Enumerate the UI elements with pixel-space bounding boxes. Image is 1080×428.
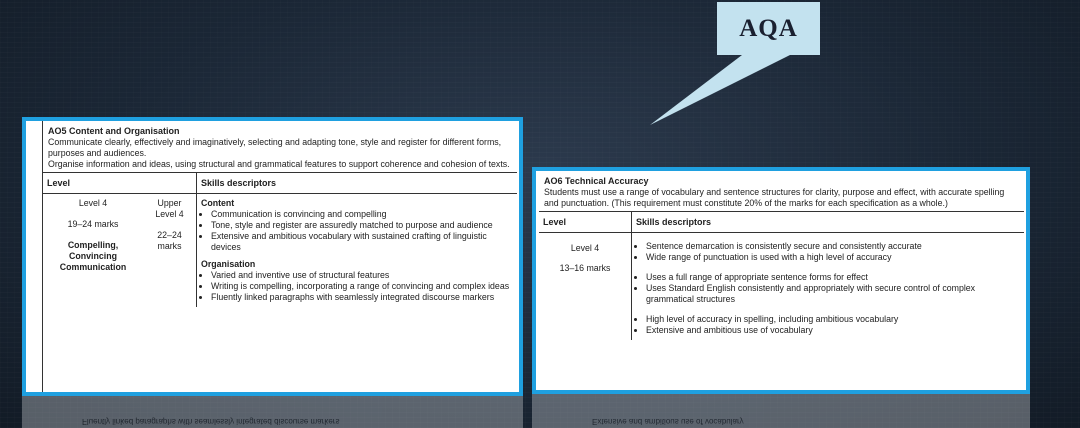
ao6-group-1 <box>636 241 1020 263</box>
list-item: • Writing is compelling, incorporating a range of convincing and complex ideas <box>211 281 513 292</box>
ao6-level: Level 4 <box>570 243 600 253</box>
ao6-marks: 13–16 marks <box>559 263 611 273</box>
list-item: • Tone, style and register are assuredly matched to purpose and audience <box>211 220 513 231</box>
ao5-band-cell <box>143 194 197 308</box>
ao6-description: Students must use a range of vocabulary and sentence structures for clarity, purpose and effect, with accurate spelling and punctuation. (This requirement must constitute 20% of the marks for each specification as a whole.) <box>544 187 1005 208</box>
ao5-content-title: Content <box>201 198 235 208</box>
ao6-group-2 <box>636 272 1020 305</box>
ao5-header <box>43 121 517 173</box>
ao5-band: Upper Level 4 <box>155 198 184 219</box>
ao6-level-cell <box>539 233 632 341</box>
ao5-organisation-title: Organisation <box>201 259 256 269</box>
ao5-skills-cell <box>197 194 518 308</box>
reflection-text: Fluently linked paragraphs with seamlessly integrated discourse markers <box>82 417 340 426</box>
ao5-level-name: Compelling, Convincing Communication <box>59 240 127 272</box>
ao6-skills-cell <box>632 233 1025 341</box>
ao5-title: AO5 Content and Organisation <box>48 126 180 136</box>
list-item: • High level of accuracy in spelling, including ambitious vocabulary <box>646 314 1020 325</box>
list-item: • Sentence demarcation is consistently secure and consistently accurate <box>646 241 1020 252</box>
reflection-text: Extensive and ambitious use of vocabulary <box>592 417 744 426</box>
list-item: • Wide range of punctuation is used with a high level of accuracy <box>646 252 1020 263</box>
ao5-col-level: Level <box>43 173 197 194</box>
ao5-organisation-list <box>201 270 513 303</box>
list-item: • Uses Standard English consistently and appropriately with secure control of complex grammatical structures <box>646 283 1020 305</box>
ao5-level-cell <box>43 194 143 308</box>
ao6-card <box>532 167 1030 394</box>
ao5-marks: 19–24 marks <box>67 219 119 229</box>
ao6-title: AO6 Technical Accuracy <box>544 176 649 186</box>
ao5-card <box>22 117 523 396</box>
ao6-table <box>539 212 1024 340</box>
ao5-table <box>43 173 517 307</box>
ao6-header <box>539 171 1024 212</box>
ao6-col-level: Level <box>539 212 632 233</box>
list-item: • Varied and inventive use of structural features <box>211 270 513 281</box>
ao5-level: Level 4 <box>78 198 108 208</box>
ao5-band-marks: 22–24 marks <box>157 230 182 251</box>
aqa-callout-label: AQA <box>739 14 798 42</box>
ao5-description: Communicate clearly, effectively and imaginatively, selecting and adapting tone, style and register for different forms, purposes and audiences. <box>48 137 502 158</box>
ao5-col-skills: Skills descriptors <box>197 173 518 194</box>
ao6-col-skills: Skills descriptors <box>632 212 1025 233</box>
ao5-description-2: Organise information and ideas, using structural and grammatical features to support coherence and cohesion of texts. <box>48 159 510 169</box>
list-item: • Extensive and ambitious vocabulary with sustained crafting of linguistic devices <box>211 231 513 253</box>
ao6-group-3 <box>636 314 1020 336</box>
list-item: • Uses a full range of appropriate sentence forms for effect <box>646 272 1020 283</box>
list-item: • Extensive and ambitious use of vocabulary <box>646 325 1020 336</box>
aqa-callout <box>717 2 820 55</box>
list-item: • Fluently linked paragraphs with seamlessly integrated discourse markers <box>211 292 513 303</box>
list-item: • Communication is convincing and compelling <box>211 209 513 220</box>
ao5-content-list <box>201 209 513 253</box>
